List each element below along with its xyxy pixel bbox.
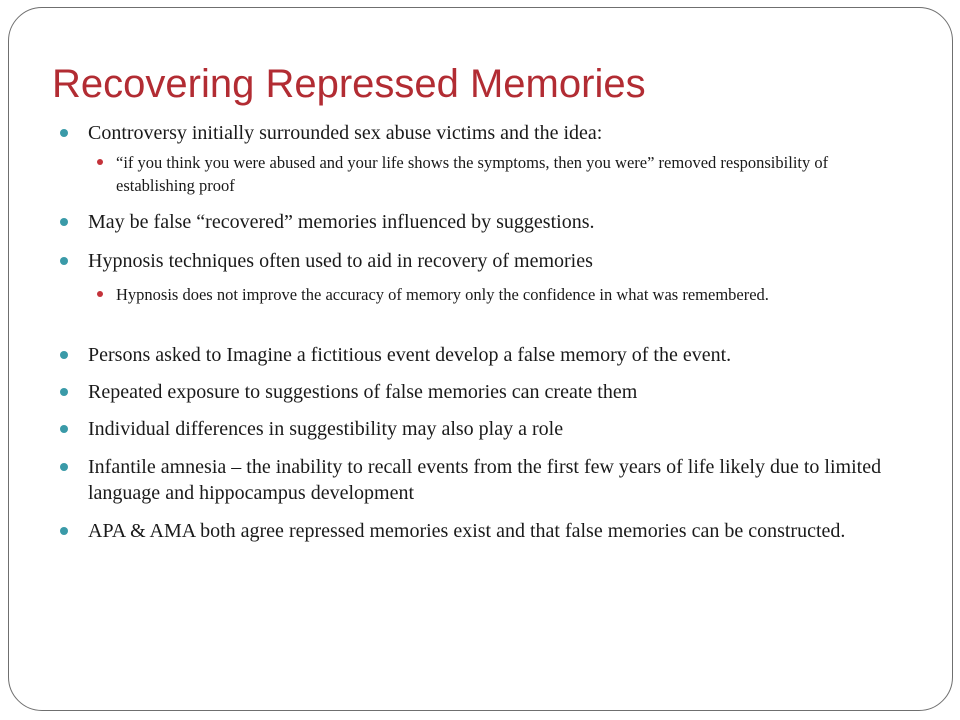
bullet-item: Individual differences in suggestibility may also play a role [88,416,908,442]
slide-title: Recovering Repressed Memories [52,62,646,106]
bullet-item: Infantile amnesia – the inability to recall events from the first few years of life likely due to limited language and hippocampus development [88,454,908,506]
bullet-item: Persons asked to Imagine a fictitious event develop a false memory of the event. [88,342,908,368]
bullet-item: May be false “recovered” memories influenced by suggestions. [88,209,908,235]
bullet-item: Hypnosis techniques often used to aid in recovery of memories [88,248,908,274]
sub-bullet-item: “if you think you were abused and your life shows the symptoms, then you were” removed responsibility of establishing proof [116,151,906,197]
bullet-item: APA & AMA both agree repressed memories exist and that false memories can be constructed. [88,518,908,544]
bullet-item: Controversy initially surrounded sex abuse victims and the idea: [88,120,908,146]
sub-bullet-item: Hypnosis does not improve the accuracy of memory only the confidence in what was remembered. [116,283,906,306]
bullet-item: Repeated exposure to suggestions of false memories can create them [88,379,908,405]
